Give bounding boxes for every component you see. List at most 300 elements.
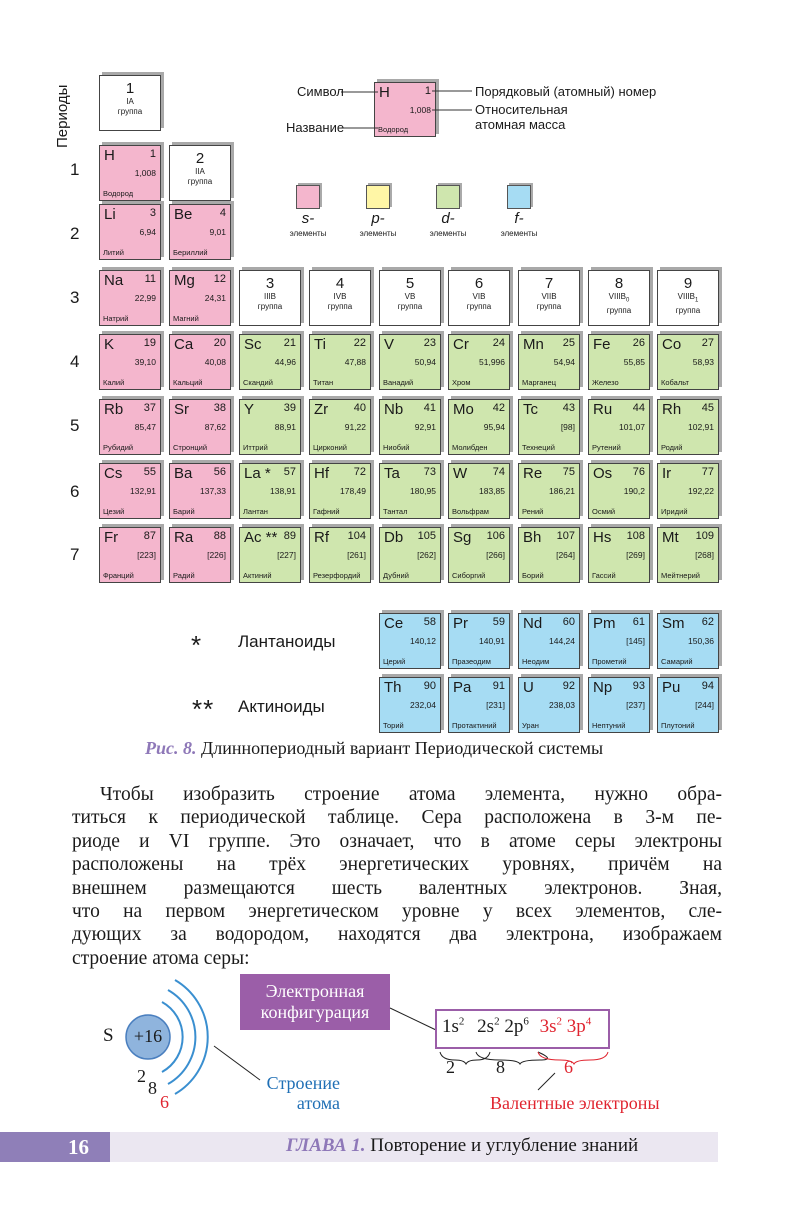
- element-cell: [448, 527, 510, 583]
- atomic-mass: 101,07: [619, 422, 645, 432]
- element-symbol: Cr: [453, 336, 469, 353]
- atomic-number: 93: [632, 680, 645, 692]
- element-name: Цезий: [103, 507, 125, 516]
- atomic-number: 75: [562, 466, 575, 478]
- lanthanoids-mark: *: [191, 630, 202, 660]
- element-symbol: Os: [593, 465, 613, 482]
- element-cell: [239, 399, 301, 455]
- atomic-number: 109: [695, 530, 714, 542]
- atomic-number: 76: [632, 466, 645, 478]
- period-number: 7: [70, 545, 80, 564]
- paragraph-line: строение атома серы:: [72, 947, 250, 969]
- atomic-number: 73: [423, 466, 436, 478]
- atomic-number: 105: [417, 530, 436, 542]
- element-symbol: Hf: [314, 465, 329, 482]
- atomic-mass: 232,04: [410, 700, 436, 710]
- element-name: Рубидий: [103, 443, 134, 452]
- element-cell: [99, 399, 161, 455]
- atomic-mass: 47,88: [344, 357, 366, 367]
- period-number: 4: [70, 352, 80, 371]
- legend-swatch: [366, 185, 390, 209]
- element-symbol: Ru: [593, 401, 613, 418]
- element-name: Родий: [661, 443, 683, 452]
- atomic-number: 12: [213, 273, 226, 285]
- element-symbol: Ta: [384, 465, 400, 482]
- atomic-number: 56: [213, 466, 226, 478]
- period-number: 2: [70, 224, 80, 243]
- atomic-number: 88: [213, 530, 226, 542]
- atomic-number: 1: [149, 148, 156, 160]
- orbital-3p: [567, 1016, 592, 1037]
- element-cell: [99, 527, 161, 583]
- atom-label-line1: Строение: [266, 1073, 340, 1093]
- element-symbol: W: [453, 465, 468, 482]
- atomic-number: 3: [149, 207, 156, 219]
- element-cell: [309, 334, 371, 390]
- element-cell: [588, 613, 650, 669]
- atomic-mass: [223]: [137, 550, 156, 560]
- element-cell: [379, 527, 441, 583]
- element-symbol: La *: [244, 465, 271, 482]
- element-symbol: Pa: [453, 679, 472, 696]
- orbital-2s: [477, 1016, 499, 1037]
- group-number: 1: [125, 80, 135, 97]
- element-symbol: Be: [174, 206, 193, 223]
- group-roman: IIIB: [263, 292, 276, 301]
- element-cell: [239, 463, 301, 519]
- group-word: группа: [397, 302, 423, 311]
- atomic-number: 61: [632, 616, 645, 628]
- atomic-number: 59: [492, 616, 505, 628]
- atomic-mass: 6,94: [139, 227, 156, 237]
- element-symbol: Fe: [593, 336, 611, 353]
- group-word: группа: [117, 107, 143, 116]
- atomic-mass: [266]: [486, 550, 505, 560]
- atomic-mass: 9,01: [209, 227, 226, 237]
- element-symbol: Sg: [453, 529, 472, 546]
- atomic-mass: 40,08: [204, 357, 226, 367]
- element-name: Ниобий: [383, 443, 410, 452]
- element-symbol: Rf: [314, 529, 329, 546]
- group-count-6: 6: [564, 1057, 573, 1077]
- atomic-number: 38: [213, 402, 226, 414]
- group-header: [379, 270, 441, 326]
- atomic-mass: 54,94: [553, 357, 575, 367]
- orbital-3p-label: 3p: [566, 1016, 586, 1038]
- legend-swatch: [296, 185, 320, 209]
- atomic-number: 106: [486, 530, 505, 542]
- element-cell: [169, 399, 231, 455]
- element-cell: [657, 334, 719, 390]
- key-leader-lines: [0, 0, 794, 200]
- element-symbol: Db: [384, 529, 404, 546]
- atomic-mass: 55,85: [623, 357, 645, 367]
- element-symbol: Sm: [662, 615, 685, 632]
- group-number: 9: [683, 275, 693, 292]
- element-name: Иридий: [661, 507, 688, 516]
- valence-electrons-label: Валентные электроны: [490, 1093, 660, 1113]
- atomic-number: 87: [143, 530, 156, 542]
- key-symbol: H: [379, 84, 390, 101]
- element-symbol: Sr: [174, 401, 189, 418]
- element-name: Нептуний: [592, 721, 626, 730]
- legend-letter: s-: [301, 210, 315, 227]
- figure-caption: [145, 738, 603, 759]
- element-symbol: Re: [523, 465, 543, 482]
- paragraph-line: расположены на трёх энергетических уровнях, причём на: [72, 854, 722, 876]
- orbital-2p: [504, 1016, 529, 1037]
- atomic-mass: 238,03: [549, 700, 575, 710]
- atom-label-line2: атома: [296, 1093, 340, 1113]
- element-cell: [448, 334, 510, 390]
- element-name: Кальций: [173, 378, 203, 387]
- key-mass-label: [475, 102, 568, 132]
- element-name: Прометий: [592, 657, 627, 666]
- element-symbol: Rb: [104, 401, 124, 418]
- element-cell: [518, 527, 580, 583]
- element-name: Ванадий: [383, 378, 414, 387]
- group-header: [239, 270, 301, 326]
- element-name: Калий: [103, 378, 125, 387]
- chapter-title: [286, 1135, 638, 1157]
- element-symbol: Pm: [593, 615, 616, 632]
- element-cell: [99, 270, 161, 326]
- element-name: Резерфордий: [313, 571, 361, 580]
- atomic-mass: 137,33: [200, 486, 226, 496]
- element-name: Стронций: [173, 443, 208, 452]
- shell-1-count: 2: [137, 1066, 146, 1086]
- atomic-number: 94: [701, 680, 714, 692]
- period-number: 6: [70, 482, 80, 501]
- atomic-mass: 91,22: [344, 422, 366, 432]
- element-name: Торий: [383, 721, 404, 730]
- element-cell: [169, 334, 231, 390]
- atomic-number: 91: [492, 680, 505, 692]
- group-header: [448, 270, 510, 326]
- atomic-mass: [261]: [347, 550, 366, 560]
- atomic-number: 37: [143, 402, 156, 414]
- element-symbol: Hs: [593, 529, 612, 546]
- element-name: Гафний: [313, 507, 340, 516]
- element-cell: [379, 677, 441, 733]
- element-symbol: Bh: [523, 529, 542, 546]
- atomic-number: 11: [144, 273, 156, 285]
- element-name: Мейтнерий: [661, 571, 700, 580]
- element-name: Рутений: [592, 443, 621, 452]
- element-symbol: Mo: [453, 401, 474, 418]
- group-number: 3: [265, 275, 275, 292]
- element-name: Цирконий: [313, 443, 347, 452]
- atomic-number: 92: [562, 680, 575, 692]
- atomic-number: 26: [632, 337, 645, 349]
- period-number: 5: [70, 416, 80, 435]
- atomic-mass: 24,31: [204, 293, 226, 303]
- element-name: Барий: [173, 507, 195, 516]
- element-name: Вольфрам: [452, 507, 489, 516]
- legend-label: элементы: [289, 229, 327, 238]
- orbital-1s-label: 1s: [442, 1016, 459, 1038]
- atomic-number: 25: [562, 337, 575, 349]
- element-cell: [169, 204, 231, 260]
- element-cell: [379, 613, 441, 669]
- element-name: Технеций: [522, 443, 555, 452]
- paragraph-line: внешнем размещаются шесть валентных электронов. Зная,: [72, 877, 722, 899]
- element-cell: [518, 334, 580, 390]
- element-name: Актиний: [243, 571, 272, 580]
- atomic-number: 74: [492, 466, 505, 478]
- group-roman: VB: [404, 292, 416, 301]
- atomic-number: 19: [143, 337, 156, 349]
- group-roman: $VIIIB_0$: [608, 292, 630, 304]
- atomic-number: 45: [701, 402, 714, 414]
- atomic-number: 4: [219, 207, 226, 219]
- element-cell: [99, 334, 161, 390]
- element-name: Борий: [522, 571, 544, 580]
- atomic-mass: 192,22: [688, 486, 714, 496]
- group-subscript: 0: [626, 297, 630, 304]
- element-cell: [657, 613, 719, 669]
- element-symbol: K: [104, 336, 115, 353]
- atomic-number: 23: [423, 337, 436, 349]
- orbital-1s: [442, 1016, 464, 1037]
- atomic-mass: [231]: [486, 700, 505, 710]
- group-header: [657, 270, 719, 326]
- element-cell: [448, 677, 510, 733]
- legend-letter: p-: [371, 210, 385, 227]
- paragraph-line: Чтобы изобразить строение атома элемента, нужно обра-: [100, 784, 722, 805]
- atomic-number: 24: [492, 337, 505, 349]
- element-cell: [379, 463, 441, 519]
- legend-label: элементы: [429, 229, 467, 238]
- actinoids-mark: **: [192, 694, 215, 724]
- element-name: Сиборгий: [452, 571, 486, 580]
- element-symbol: Pr: [453, 615, 468, 632]
- element-symbol: Cs: [104, 465, 123, 482]
- element-name: Радий: [173, 571, 195, 580]
- atomic-mass: 95,94: [483, 422, 505, 432]
- atomic-mass: [268]: [695, 550, 714, 560]
- element-name: Лантан: [243, 507, 268, 516]
- element-cell: [379, 399, 441, 455]
- group-word: группа: [187, 177, 213, 186]
- chapter-label: ГЛАВА 1.: [286, 1135, 366, 1156]
- orbital-3p-count: 4: [585, 1016, 592, 1028]
- orbital-3s-label: 3s: [539, 1016, 557, 1038]
- group-subscript: 1: [695, 297, 699, 304]
- group-roman: IIA: [195, 167, 205, 176]
- paragraph-line: что на первом энергетическом уровне у всех элементов, сле-: [72, 901, 722, 923]
- actinoids-label: Актиноиды: [238, 697, 325, 716]
- element-symbol: Tc: [523, 401, 538, 418]
- atomic-number: 43: [562, 402, 575, 414]
- atomic-number: 22: [353, 337, 366, 349]
- orbital-3s-count: 2: [556, 1016, 562, 1028]
- element-symbol: Zr: [314, 401, 329, 418]
- element-cell: [657, 677, 719, 733]
- element-symbol: Ce: [384, 615, 404, 632]
- element-symbol: Ac **: [244, 529, 278, 546]
- orbital-2s-label: 2s: [477, 1016, 495, 1038]
- period-number: 3: [70, 288, 80, 307]
- element-cell: [169, 463, 231, 519]
- atomic-mass: [226]: [207, 550, 226, 560]
- element-cell: [239, 334, 301, 390]
- element-cell: [99, 463, 161, 519]
- key-number-label: Порядковый (атомный) номер: [475, 84, 657, 99]
- element-symbol: Fr: [104, 529, 119, 546]
- legend-swatch: [507, 185, 531, 209]
- group-count-8: 8: [496, 1057, 505, 1077]
- element-name: Гассий: [592, 571, 616, 580]
- group-roman: IVB: [333, 292, 347, 301]
- atomic-number: 55: [143, 466, 156, 478]
- config-box-line1: Электронная: [265, 981, 365, 1001]
- atomic-number: 20: [213, 337, 226, 349]
- element-name: Плутоний: [661, 721, 695, 730]
- group-word: группа: [327, 302, 353, 311]
- element-name: Титан: [313, 378, 334, 387]
- element-name: Уран: [522, 721, 539, 730]
- element-name: Литий: [103, 248, 124, 257]
- element-cell: [518, 613, 580, 669]
- element-cell: [518, 399, 580, 455]
- atomic-number: 72: [353, 466, 366, 478]
- atomic-mass: 85,47: [134, 422, 156, 432]
- element-symbol: Sc: [244, 336, 262, 353]
- element-name: Водород: [103, 189, 134, 198]
- atomic-mass: 50,94: [414, 357, 436, 367]
- element-name: Магний: [173, 314, 199, 323]
- orbital-2s-count: 2: [494, 1016, 500, 1028]
- element-symbol: Nb: [384, 401, 404, 418]
- legend-letter: f-: [514, 210, 524, 227]
- atomic-number: 108: [626, 530, 645, 542]
- element-cell: [239, 527, 301, 583]
- atomic-mass: [264]: [556, 550, 575, 560]
- atomic-number: 41: [423, 402, 436, 414]
- atomic-number: 44: [632, 402, 645, 414]
- element-symbol: Y: [244, 401, 255, 418]
- legend-swatch: [436, 185, 460, 209]
- atomic-mass: 1,008: [134, 168, 156, 178]
- atomic-mass: [145]: [626, 636, 645, 646]
- atomic-mass: 144,24: [549, 636, 575, 646]
- atomic-mass: [227]: [277, 550, 296, 560]
- atomic-mass: 132,91: [130, 486, 156, 496]
- element-symbol: Co: [662, 336, 682, 353]
- group-roman: VIB: [472, 292, 486, 301]
- element-name: Самарий: [661, 657, 693, 666]
- atomic-number: 62: [701, 616, 714, 628]
- page-number: 16: [68, 1135, 89, 1159]
- element-symbol: Pu: [662, 679, 681, 696]
- element-symbol: Th: [384, 679, 402, 696]
- paragraph-line: риоде и VI группе. Это означает, что в атоме серы электроны: [72, 830, 722, 852]
- atomic-mass: 150,36: [688, 636, 714, 646]
- element-symbol: Ir: [662, 465, 672, 482]
- atomic-number: 21: [283, 337, 296, 349]
- atomic-mass: [244]: [695, 700, 714, 710]
- element-cell: [169, 527, 231, 583]
- atomic-number: 89: [283, 530, 296, 542]
- atomic-mass: [262]: [417, 550, 436, 560]
- group-word: группа: [675, 305, 701, 315]
- group-roman: $VIIIB_1$: [677, 292, 699, 304]
- atomic-mass: 88,91: [274, 422, 296, 432]
- legend-label: элементы: [359, 229, 397, 238]
- element-cell: [657, 399, 719, 455]
- orbital-3s: [540, 1016, 562, 1037]
- atomic-mass: 22,99: [134, 293, 156, 303]
- atomic-number: 58: [423, 616, 436, 628]
- element-name: Франций: [103, 571, 134, 580]
- element-symbol: Ba: [174, 465, 193, 482]
- group-word: группа: [606, 305, 632, 315]
- atomic-mass: [98]: [560, 422, 575, 432]
- config-lines: [0, 960, 794, 1130]
- element-symbol: Li: [104, 206, 116, 223]
- key-mass-label-line1: Относительная: [475, 102, 568, 117]
- element-cell: [588, 527, 650, 583]
- footer-page-tab: [0, 1132, 110, 1162]
- element-symbol: Rh: [662, 401, 682, 418]
- group-word: группа: [536, 302, 562, 311]
- atomic-number: 90: [423, 680, 436, 692]
- element-name: Церий: [383, 657, 406, 666]
- key-symbol-label: Символ: [297, 84, 344, 99]
- shell-3-count: 6: [160, 1092, 169, 1112]
- element-symbol: Ra: [174, 529, 194, 546]
- atomic-mass: 51,996: [479, 357, 505, 367]
- atomic-mass: 44,96: [274, 357, 296, 367]
- element-cell: [448, 613, 510, 669]
- atomic-mass: [269]: [626, 550, 645, 560]
- legend-label: элементы: [500, 229, 538, 238]
- element-cell: [588, 334, 650, 390]
- element-name: Железо: [592, 378, 619, 387]
- atomic-mass: [237]: [626, 700, 645, 710]
- element-symbol: Ti: [314, 336, 326, 353]
- element-cell: [309, 399, 371, 455]
- group-number: 8: [614, 275, 624, 292]
- atomic-number: 60: [562, 616, 575, 628]
- config-formula: [442, 1016, 591, 1038]
- element-name: Осмий: [592, 507, 616, 516]
- element-name: Кобальт: [661, 378, 689, 387]
- key-name: Водород: [378, 125, 409, 134]
- group-number: 4: [335, 275, 345, 292]
- atomic-mass: 87,62: [204, 422, 226, 432]
- caption-label: Рис. 8.: [145, 738, 197, 758]
- element-name: Скандий: [243, 378, 273, 387]
- element-symbol: U: [523, 679, 534, 696]
- atomic-number: 40: [353, 402, 366, 414]
- atomic-mass: 92,91: [414, 422, 436, 432]
- body-paragraph: [72, 783, 722, 970]
- atomic-mass: 183,85: [479, 486, 505, 496]
- element-name: Иттрий: [243, 443, 268, 452]
- atomic-number: 39: [283, 402, 296, 414]
- element-cell: [169, 270, 231, 326]
- group-header: [518, 270, 580, 326]
- element-cell: [309, 463, 371, 519]
- element-symbol: H: [104, 147, 115, 164]
- element-cell: [657, 463, 719, 519]
- atomic-mass: 180,95: [410, 486, 436, 496]
- element-name: Бериллий: [173, 248, 208, 257]
- nucleus-charge: +16: [133, 1026, 163, 1046]
- atomic-number: 27: [701, 337, 714, 349]
